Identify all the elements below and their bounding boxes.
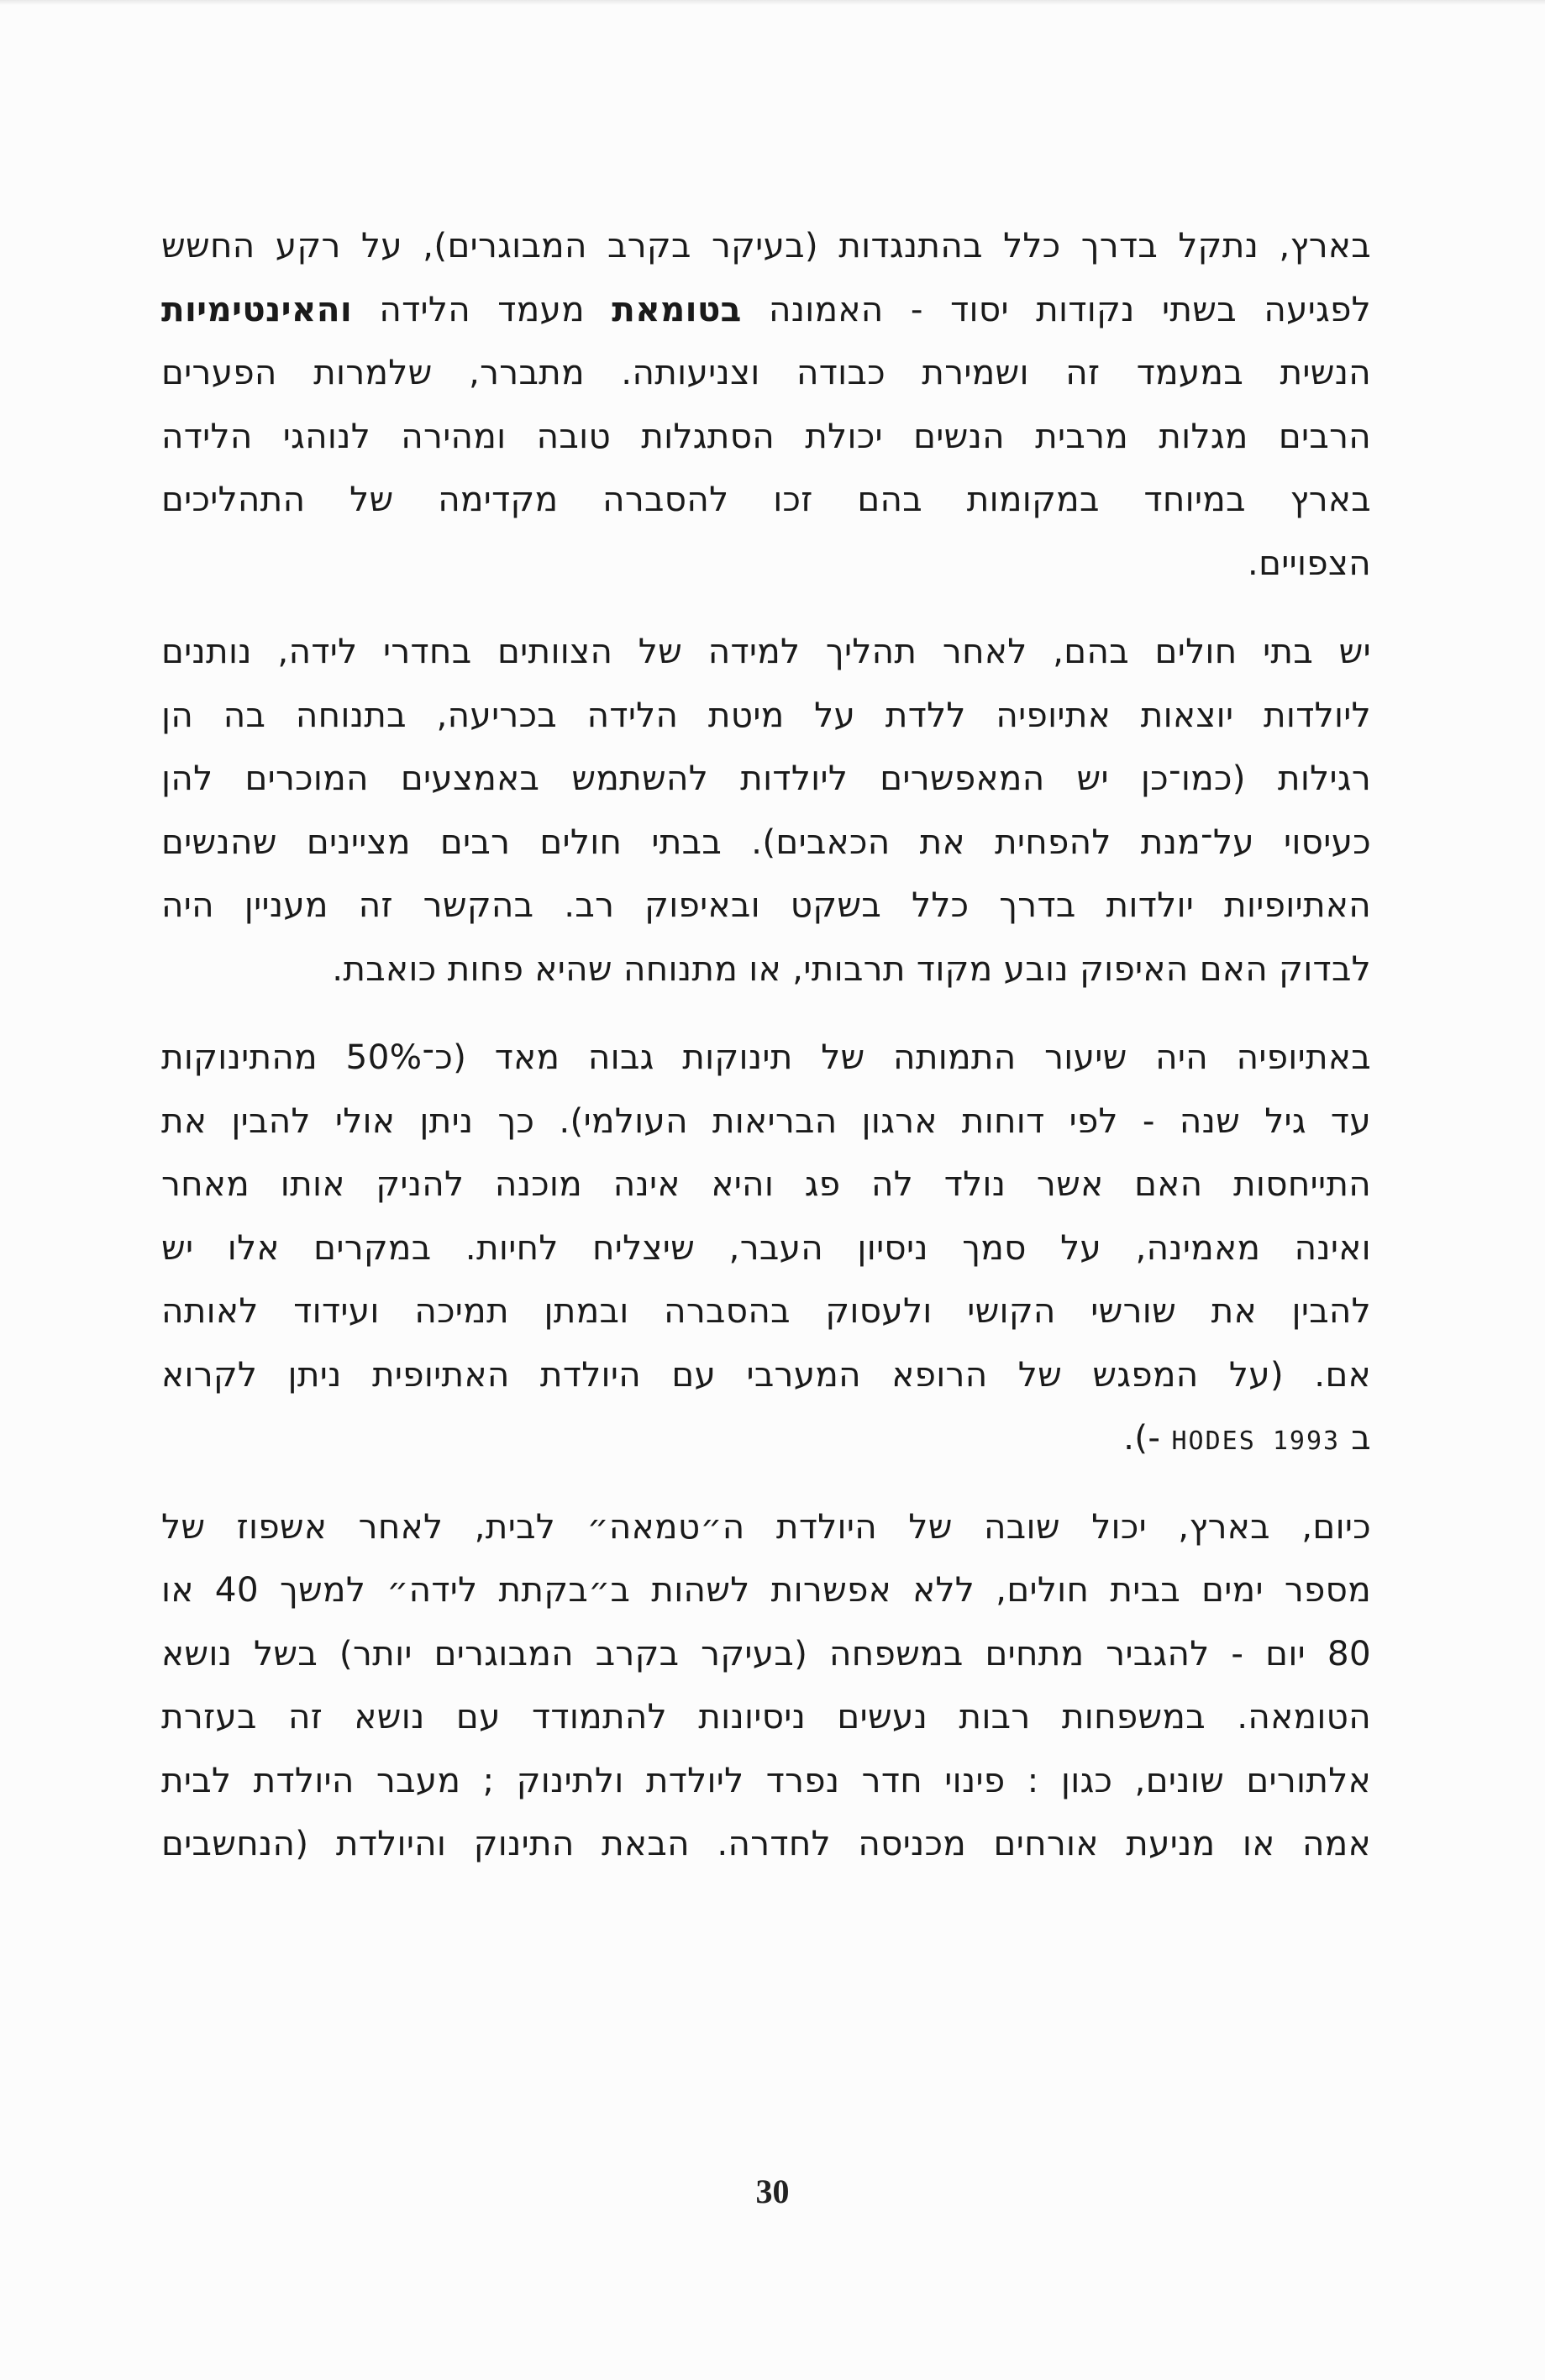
text-fragment: -). <box>1123 1417 1172 1458</box>
text-line: האתיופיות יולדות בדרך כלל בשקט ובאיפוק רב. בהקשר זה מעניין היה <box>161 885 1371 925</box>
text-line: הנשית במעמד זה ושמירת כבודה וצניעותה. מתברר, שלמרות הפערים <box>161 352 1371 392</box>
paragraph-2 <box>161 620 1371 1001</box>
text-line: יש בתי חולים בהם, לאחר תהליך למידה של הצוותים בחדרי לידה, נותנים <box>161 631 1371 671</box>
paragraph-gap <box>161 1001 1371 1026</box>
paragraph-gap <box>161 595 1371 620</box>
paragraph-3 <box>161 1026 1371 1470</box>
text-line: בארץ במיוחד במקומות בהם זכו להסברה מקדימה של התהליכים <box>161 479 1371 519</box>
text-line <box>161 1406 1371 1470</box>
text-fragment: לפגיעה בשתי נקודות יסוד - האמונה <box>741 288 1371 329</box>
text-line: אם. (על המפגש של הרופא המערבי עם היולדת האתיופית ניתן לקרוא <box>161 1353 1371 1395</box>
text-line: ליולדות יוצאות אתיופיה ללדת על מיטת הלידה בכריעה, בתנוחה בה הן <box>161 694 1371 735</box>
text-line: בארץ, נתקל בדרך כלל בהתנגדות (בעיקר בקרב המבוגרים), על רקע החשש <box>161 225 1371 265</box>
citation-reference: HODES 1993 <box>1171 1426 1341 1456</box>
text-line: התייחסות האם אשר נולד לה פג והיא אינה מוכנה להניק אותו מאחר <box>161 1164 1371 1204</box>
text-line: הטומאה. במשפחות רבות נעשים ניסיונות להתמודד עם נושא זה בעזרת <box>161 1696 1371 1736</box>
text-line: אמה או מניעת אורחים מכניסה לחדרה. הבאת התינוק והיולדת (הנחשבים <box>161 1823 1371 1863</box>
text-line: לבדוק האם האיפוק נובע מקוד תרבותי, או מתנוחה שהיא פחות כואבת. <box>332 948 1371 989</box>
text-line: רגילות (כמו־כן יש המאפשרים ליולדות להשתמש באמצעים המוכרים להן <box>161 758 1371 798</box>
page-number: 30 <box>755 2172 790 2210</box>
text-line <box>161 278 1371 342</box>
text-fragment: ב <box>1340 1417 1371 1458</box>
body-text <box>161 214 1371 1876</box>
text-line: להבין את שורשי הקושי ולעסוק בהסברה ובמתן תמיכה ועידוד לאותה <box>161 1290 1371 1331</box>
paragraph-gap <box>161 1470 1371 1495</box>
text-line: 80 יום - להגביר מתחים במשפחה (בעיקר בקרב המבוגרים יותר) בשל נושא <box>161 1632 1371 1673</box>
scan-top-edge <box>0 0 1545 5</box>
text-line: כיום, בארץ, יכול שובה של היולדת ה״טמאה״ לבית, לאחר אשפוז של <box>161 1505 1371 1547</box>
text-line: באתיופיה היה שיעור התמותה של תינוקות גבוה מאד (כ־50% מהתינוקות <box>161 1037 1371 1077</box>
text-line: מספר ימים בבית חולים, ללא אפשרות לשהות ב״בקתת לידה״ למשך 40 או <box>161 1569 1371 1610</box>
text-line: הרבים מגלות מרבית הנשים יכולת הסתגלות טובה ומהירה לנוהגי הלידה <box>161 415 1371 456</box>
text-line: הצפויים. <box>1247 542 1371 583</box>
text-line: עד גיל שנה - לפי דוחות ארגון הבריאות העולמי). כך ניתן אולי להבין את <box>161 1100 1371 1141</box>
text-line: אלתורים שונים, כגון : פינוי חדר נפרד ליולדת ולתינוק ; מעבר היולדת לבית <box>161 1759 1371 1800</box>
paragraph-1 <box>161 214 1371 595</box>
bold-term-intimacy: והאינטימיות <box>161 288 353 329</box>
bold-term-impurity: בטומאת <box>612 288 742 329</box>
paragraph-4 <box>161 1495 1371 1876</box>
text-fragment: מעמד הלידה <box>352 288 612 329</box>
text-line: ואינה מאמינה, על סמך ניסיון העבר, שיצליח לחיות. במקרים אלו יש <box>161 1227 1371 1268</box>
text-line: כעיסוי על־מנת להפחית את הכאבים). בבתי חולים רבים מציינים שהנשים <box>161 821 1371 862</box>
